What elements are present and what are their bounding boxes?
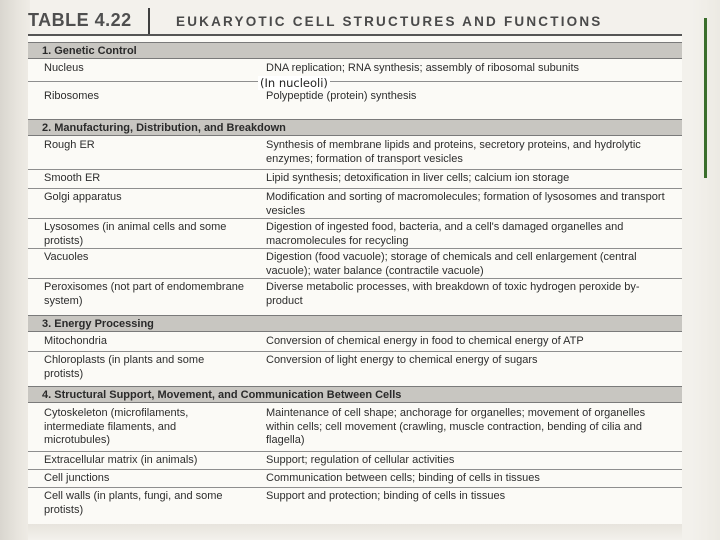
structure-cell: Chloroplasts (in plants and some protists) [44,354,205,380]
structure-cell: Extracellular matrix (in animals) [44,454,198,466]
cell-structures-table [28,34,682,526]
function-cell: Modification and sorting of macromolecules; formation of lysosomes and transport vesicles [266,191,665,217]
scan-left-edge [0,0,30,540]
table-row [28,60,682,82]
structure-cell: Ribosomes [44,90,100,102]
table-row [28,189,682,219]
function-cell: Digestion (food vacuole); storage of chemicals and cell enlargement (central vacuole); water balance (contractile vacuole) [266,251,637,277]
page-bottom-shadow [28,524,682,540]
structure-cell: Vacuoles [44,251,89,263]
table-row [28,279,682,311]
structure-cell: Golgi apparatus [44,191,122,203]
structure-cell: Cell walls (in plants, fungi, and some protists) [44,490,223,516]
table-row [28,170,682,189]
section-heading-energy-processing: 3. Energy Processing [28,315,682,332]
table-row [28,333,682,352]
function-cell: Lipid synthesis; detoxification in liver cells; calcium ion storage [266,172,570,184]
function-cell: Maintenance of cell shape; anchorage for organelles; movement of organelles within cells; cell movement (crawling, muscle contraction, bending of cilia and flagella) [266,407,646,446]
section-heading-manufacturing: 2. Manufacturing, Distribution, and Breakdown [28,119,682,136]
function-cell: Digestion of ingested food, bacteria, and a cell's damaged organelles and macromolecules for recycling [266,221,624,247]
nucleoli-annotation: (In nucleoli) [260,76,328,90]
function-cell: Conversion of light energy to chemical energy of sugars [266,354,538,366]
table-row [28,137,682,170]
structure-cell: Lysosomes (in animal cells and some protists) [44,221,227,247]
structure-cell: Nucleus [44,62,84,74]
structure-cell: Cell junctions [44,472,110,484]
function-cell: Synthesis of membrane lipids and proteins, secretory proteins, and hydrolytic enzymes; formation of transport vesicles [266,139,641,165]
structure-cell: Smooth ER [44,172,101,184]
table-row [28,249,682,279]
table-number-label: TABLE 4.22 [28,10,132,30]
function-cell: DNA replication; RNA synthesis; assembly of ribosomal subunits [266,62,580,74]
structure-cell: Rough ER [44,139,95,151]
table-row [28,452,682,470]
structure-cell: Peroxisomes (not part of endomembrane system) [44,281,244,307]
table-row [28,488,682,520]
structure-cell: Mitochondria [44,335,107,347]
function-cell: Diverse metabolic processes, with breakdown of toxic hydrogen peroxide by-product [266,281,640,307]
function-cell: Support and protection; binding of cells in tissues [266,490,506,502]
section-heading-genetic-control: 1. Genetic Control [28,42,682,59]
table-row [28,470,682,488]
section-heading-structural-support: 4. Structural Support, Movement, and Communication Between Cells [28,386,682,403]
table-row [28,352,682,382]
structure-cell: Cytoskeleton (microfilaments, intermediate filaments, and microtubules) [44,407,189,446]
function-cell: Support; regulation of cellular activities [266,454,455,466]
page-edge-accent [704,18,707,178]
function-cell: Polypeptide (protein) synthesis [266,90,417,102]
table-row [28,88,682,110]
table-title: EUKARYOTIC CELL STRUCTURES AND FUNCTIONS [176,14,603,29]
table-row [28,405,682,452]
table-row [28,219,682,249]
function-cell: Conversion of chemical energy in food to chemical energy of ATP [266,335,584,347]
function-cell: Communication between cells; binding of cells in tissues [266,472,540,484]
